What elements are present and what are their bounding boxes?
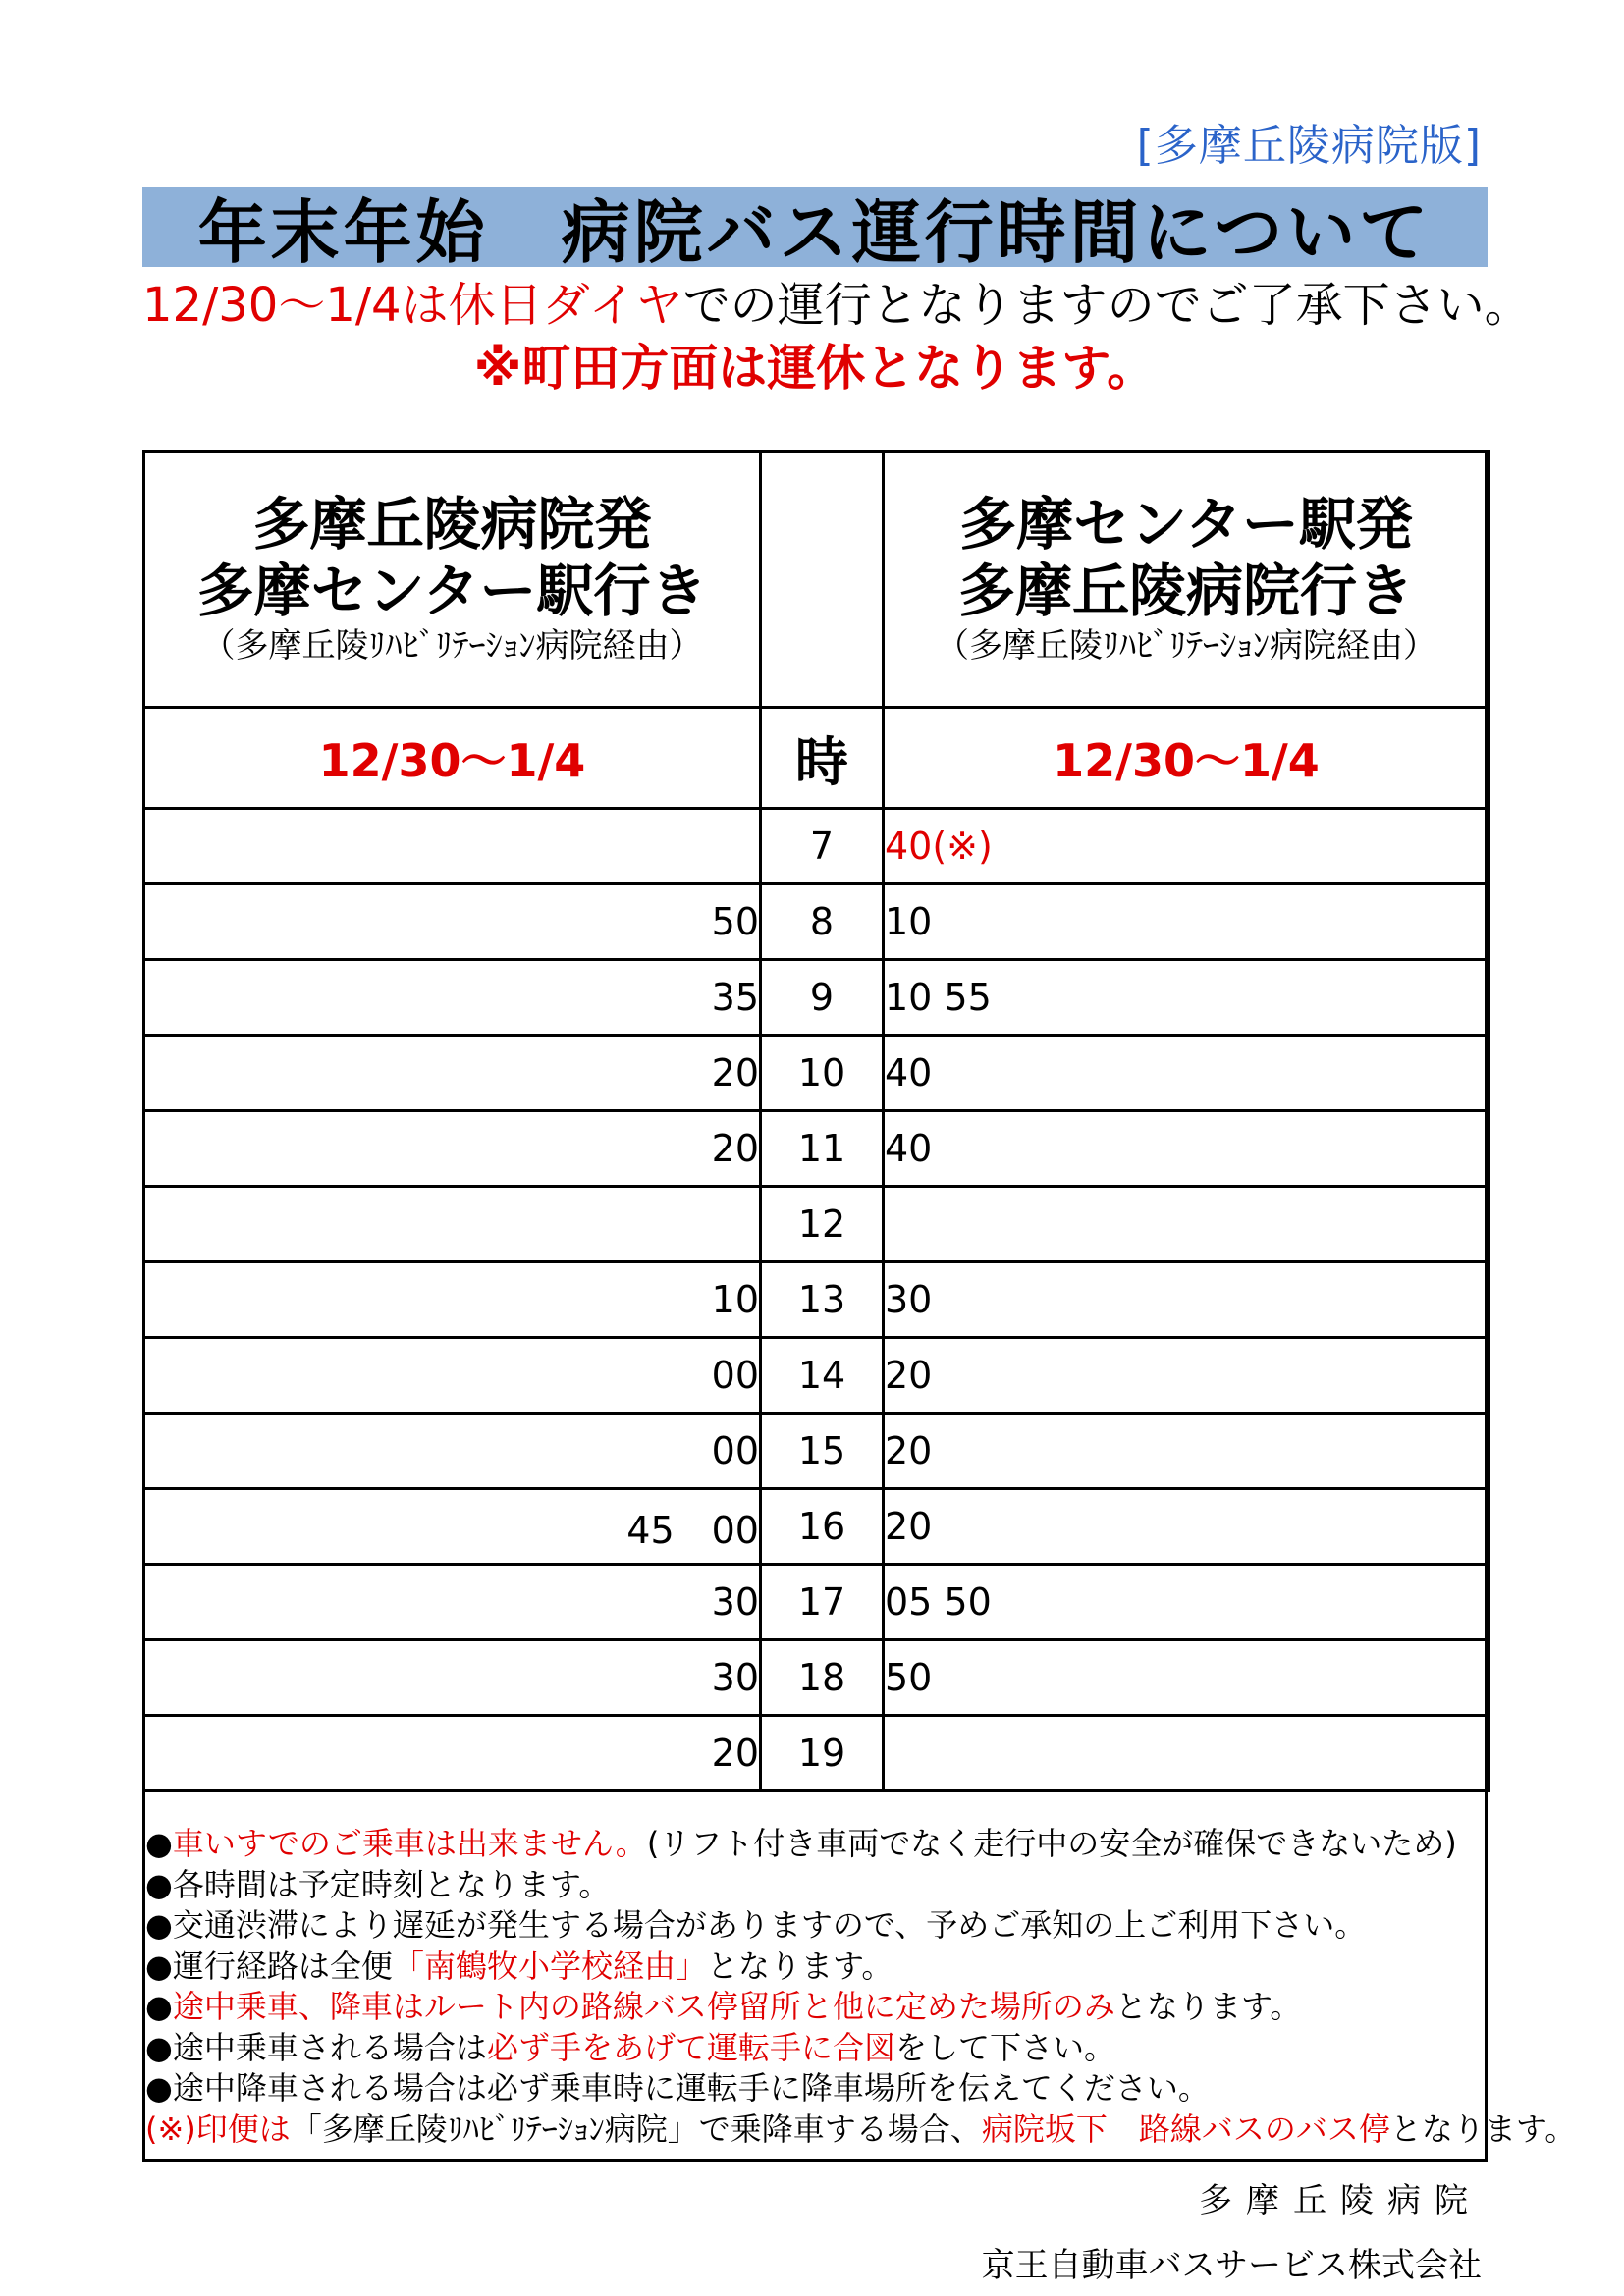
hour-cell: 13 bbox=[761, 1262, 884, 1338]
hour-cell: 8 bbox=[761, 884, 884, 960]
note-scheduled-times: ●各時間は予定時刻となります。 bbox=[145, 1865, 611, 1903]
hour-cell: 17 bbox=[761, 1565, 884, 1640]
right-minutes: 40 bbox=[884, 1111, 1489, 1187]
note-midway-alighting-text: 途中降車される場合は必ず乗車時に運転手に降車場所を伝えてください。 bbox=[172, 2069, 1210, 2107]
hour-column-label: 時 bbox=[761, 708, 884, 809]
left-minutes: 50 bbox=[144, 884, 761, 960]
right-minutes: 20 bbox=[884, 1414, 1489, 1489]
hour-cell: 12 bbox=[761, 1187, 884, 1262]
right-minutes: 05 50 bbox=[884, 1565, 1489, 1640]
hour-cell: 18 bbox=[761, 1640, 884, 1716]
right-route-origin: 多摩センター駅発 bbox=[959, 491, 1413, 558]
suspension-notice: ※町田方面は運休となります。 bbox=[473, 340, 1157, 397]
note-asterisk-mark: (※)印便は bbox=[145, 2109, 291, 2148]
right-route-via: （多摩丘陵ﾘﾊﾋﾞﾘﾃｰｼｮﾝ病院経由） bbox=[936, 626, 1436, 666]
left-minutes: 35 bbox=[144, 960, 761, 1036]
note-asterisk-highlight: 病院坂下 路線バスのバス停 bbox=[981, 2109, 1390, 2148]
note-scheduled-times-text: 各時間は予定時刻となります。 bbox=[172, 1865, 611, 1903]
hour-cell: 19 bbox=[761, 1716, 884, 1791]
title-banner bbox=[142, 187, 1488, 273]
left-minutes: 10 bbox=[144, 1262, 761, 1338]
note-route-text-b: となります。 bbox=[706, 1947, 893, 1985]
right-minutes: 40 bbox=[884, 1036, 1489, 1111]
holiday-notice-highlight: 12/30～1/4は休日ダイヤ bbox=[142, 278, 683, 333]
page-title: 年末年始 病院バス運行時間について bbox=[197, 191, 1433, 273]
left-route-via: （多摩丘陵ﾘﾊﾋﾞﾘﾃｰｼｮﾝ病院経由） bbox=[201, 626, 703, 666]
right-date-range: 12/30～1/4 bbox=[884, 708, 1489, 809]
hour-cell: 11 bbox=[761, 1111, 884, 1187]
footer-hospital: 多摩丘陵病院 bbox=[1199, 2181, 1482, 2220]
edition-label: [多摩丘陵病院版] bbox=[1136, 121, 1482, 171]
left-minutes: 30 bbox=[144, 1565, 761, 1640]
right-minutes: 10 55 bbox=[884, 960, 1489, 1036]
note-traffic-delay-text: 交通渋滞により遅延が発生する場合がありますので、予めご承知の上ご利用下さい。 bbox=[172, 1906, 1367, 1944]
right-minutes: 20 bbox=[884, 1489, 1489, 1565]
note-route-text-a: 運行経路は全便 bbox=[172, 1947, 393, 1985]
left-minutes: 30 bbox=[144, 1640, 761, 1716]
left-route-origin: 多摩丘陵病院発 bbox=[252, 491, 652, 558]
note-wheelchair: ●車いすでのご乗車は出来ません。(リフト付き車両でなく走行中の安全が確保できないため) bbox=[145, 1825, 1457, 1862]
holiday-notice bbox=[142, 267, 1532, 335]
note-route-highlight: 「南鶴牧小学校経由」 bbox=[392, 1947, 707, 1985]
hour-cell: 9 bbox=[761, 960, 884, 1036]
right-minutes: 20 bbox=[884, 1338, 1489, 1414]
right-minutes: 40(※) bbox=[884, 809, 1489, 884]
note-asterisk-text-b: となります。 bbox=[1389, 2109, 1577, 2148]
note-midway-alighting: ●途中降車される場合は必ず乗車時に運転手に降車場所を伝えてください。 bbox=[145, 2069, 1210, 2107]
right-route-destination: 多摩丘陵病院行き bbox=[957, 558, 1414, 624]
note-route: ●運行経路は全便「南鶴牧小学校経由」となります。 bbox=[145, 1947, 893, 1985]
note-midway-boarding-text-b: をして下さい。 bbox=[894, 2028, 1115, 2066]
left-minutes: 00 bbox=[144, 1414, 761, 1489]
left-minutes: 45 00 bbox=[144, 1489, 761, 1565]
left-minutes: 20 bbox=[144, 1111, 761, 1187]
hour-cell: 10 bbox=[761, 1036, 884, 1111]
note-traffic-delay: ●交通渋滞により遅延が発生する場合がありますので、予めご承知の上ご利用下さい。 bbox=[145, 1906, 1367, 1944]
hour-cell: 7 bbox=[761, 809, 884, 884]
note-midway-boarding-highlight: 必ず手をあげて運転手に合図 bbox=[486, 2028, 895, 2066]
note-wheelchair-highlight: 車いすでのご乗車は出来ません。 bbox=[172, 1825, 647, 1862]
note-boarding-stops: ●途中乗車、降車はルート内の路線バス停留所と他に定めた場所のみとなります。 bbox=[145, 1988, 1302, 2025]
left-minutes: 00 bbox=[144, 1338, 761, 1414]
left-route-destination: 多摩センター駅行き bbox=[196, 558, 708, 624]
right-minutes: 30 bbox=[884, 1262, 1489, 1338]
note-asterisk-service bbox=[145, 2109, 1577, 2151]
right-minutes: 50 bbox=[884, 1640, 1489, 1716]
left-date-range: 12/30～1/4 bbox=[144, 708, 761, 809]
footer-company: 京王自動車バスサービス株式会社 bbox=[981, 2246, 1482, 2285]
left-minutes: 20 bbox=[144, 1716, 761, 1791]
right-minutes: 10 bbox=[884, 884, 1489, 960]
note-asterisk-text-a: 「多摩丘陵ﾘﾊﾋﾞﾘﾃｰｼｮﾝ病院」で乗降車する場合、 bbox=[290, 2109, 982, 2148]
holiday-notice-text: での運行となりますのでご了承下さい。 bbox=[682, 278, 1532, 333]
note-midway-boarding-text-a: 途中乗車される場合は bbox=[172, 2028, 487, 2066]
hour-cell: 16 bbox=[761, 1489, 884, 1565]
hour-cell: 14 bbox=[761, 1338, 884, 1414]
note-wheelchair-reason: (リフト付き車両でなく走行中の安全が確保できないため) bbox=[646, 1825, 1457, 1862]
note-midway-boarding: ●途中乗車される場合は必ず手をあげて運転手に合図をして下さい。 bbox=[145, 2028, 1115, 2066]
note-boarding-stops-highlight: 途中乗車、降車はルート内の路線バス停留所と他に定めた場所のみ bbox=[172, 1988, 1115, 2025]
note-boarding-stops-text: となります。 bbox=[1114, 1988, 1302, 2025]
left-minutes: 20 bbox=[144, 1036, 761, 1111]
notes-section bbox=[145, 1824, 1577, 2150]
hour-cell: 15 bbox=[761, 1414, 884, 1489]
